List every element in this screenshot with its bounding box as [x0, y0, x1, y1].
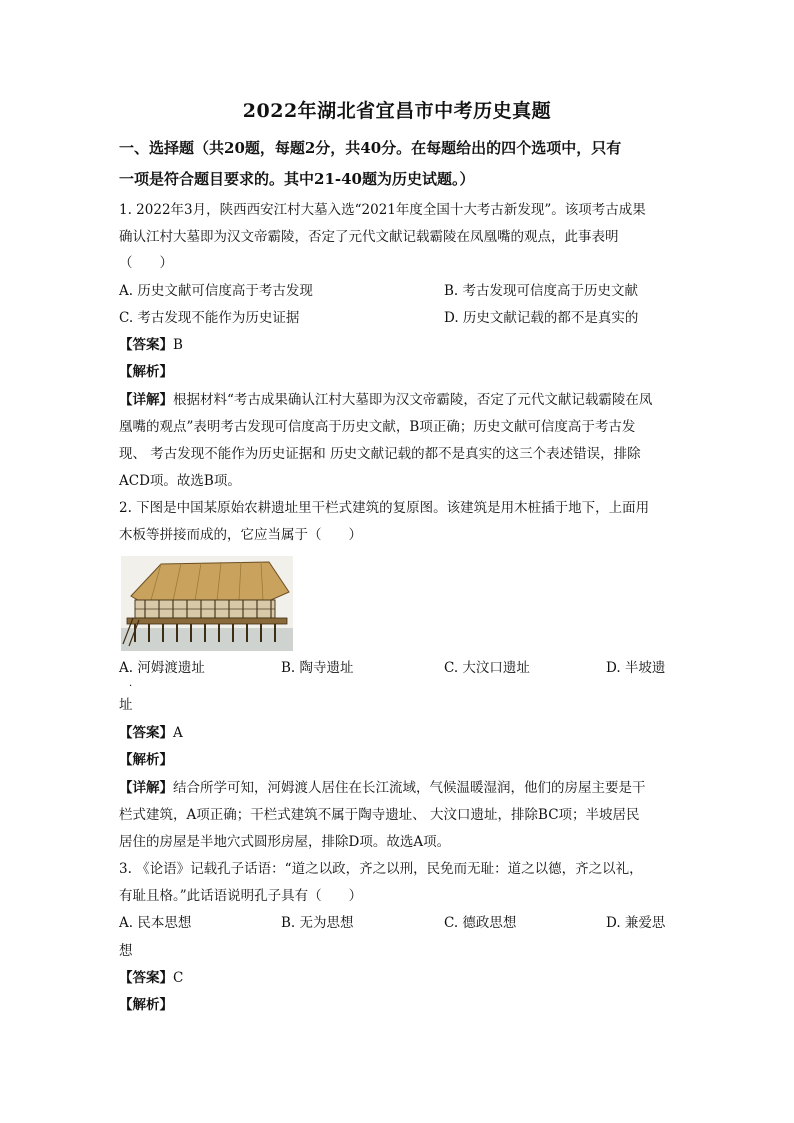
q1-option-b: B. 考古发现可信度高于历史文献 [444, 283, 639, 299]
q2-option-a: A. 河姆渡遗址 [119, 660, 205, 676]
q2-option-d-continued: 址 [119, 697, 133, 713]
answer-value: A [173, 725, 183, 741]
q2-detail-line3: 居住的房屋是半地穴式圆形房屋，排除D项。故选A项。 [119, 834, 451, 850]
detail-tag: 【详解】 [119, 392, 173, 408]
section-heading-line2: 一项是符合题目要求的。其中21-40题为历史试题。） [119, 170, 475, 188]
page-title: 2022年湖北省宜昌市中考历史真题 [242, 100, 552, 122]
q2-analysis-tag: 【解析】 [119, 752, 173, 768]
q1-option-d: D. 历史文献记载的都不是真实的 [444, 310, 639, 326]
q1-detail-line2: 凰嘴的观点”表明考古发现可信度高于历史文献，B项正确；历史文献可信度高于考古发 [119, 419, 636, 435]
q2-stem-line2: 木板等拼接而成的，它应当属于（ ） [119, 527, 362, 543]
section-heading-line1: 一、选择题（共20题，每题2分，共40分。在每题给出的四个选项中，只有 [119, 139, 622, 157]
q1-option-c: C. 考古发现不能作为历史证据 [119, 310, 300, 326]
answer-value: C [173, 970, 184, 986]
detail-text: 结合所学可知，河姆渡人居住在长江流域，气候温暖湿润，他们的房屋主要是干 [173, 780, 646, 796]
q2-detail-line1 [119, 775, 679, 803]
q2-detail-line2: 栏式建筑，A项正确；干栏式建筑不属于陶寺遗址、 大汶口遗址，排除BC项；半坡居民 [119, 807, 640, 823]
q2-option-d: D. 半坡遗 [606, 660, 666, 676]
q3-answer [119, 965, 183, 992]
q2-answer [119, 720, 183, 747]
q1-answer [119, 332, 183, 359]
answer-tag: 【答案】 [119, 337, 173, 353]
q2-stem-line1: 2. 下图是中国某原始农耕遗址里干栏式建筑的复原图。该建筑是用木桩插于地下，上面用 [119, 500, 650, 516]
q3-option-c: C. 德政思想 [444, 915, 517, 931]
q3-stem-line2: 有耻且格。”此话语说明孔子具有（ ） [119, 888, 363, 904]
emphasis-dot: · [129, 681, 133, 692]
q3-stem-line1: 3. 《论语》记载孔子话语：“道之以政，齐之以刑，民免而无耻：道之以德，齐之以礼， [119, 861, 643, 877]
q3-option-d-continued: 想 [119, 943, 133, 959]
answer-tag: 【答案】 [119, 970, 173, 986]
q1-analysis-tag: 【解析】 [119, 364, 173, 380]
q2-option-b: B. 陶寺遗址 [281, 660, 354, 676]
q1-detail-line1 [119, 387, 679, 415]
detail-text: 根据材料“考古成果确认江村大墓即为汉文帝霸陵，否定了元代文献记载霸陵在凤 [173, 392, 653, 408]
q3-option-d: D. 兼爱思 [606, 915, 666, 931]
q1-stem-line3: （ ） [119, 255, 173, 271]
q3-analysis-tag: 【解析】 [119, 997, 173, 1013]
q1-stem-line1: 1. 2022年3月，陕西西安江村大墓入选“2021年度全国十大考古新发现”。该项考古成果 [119, 202, 646, 218]
q1-stem-line2: 确认江村大墓即为汉文帝霸陵，否定了元代文献记载霸陵在凤凰嘴的观点，此事表明 [119, 229, 619, 245]
answer-value: B [173, 337, 183, 353]
q1-detail-line4: ACD项。故选B项。 [119, 473, 241, 489]
q2-option-c: C. 大汶口遗址 [444, 660, 530, 676]
stilt-house-illustration [121, 556, 293, 651]
q1-option-a: A. 历史文献可信度高于考古发现 [119, 283, 313, 299]
answer-tag: 【答案】 [119, 725, 173, 741]
q1-detail-line3: 现、 考古发现不能作为历史证据和 历史文献记载的都不是真实的这三个表述错误，排除 [119, 446, 641, 462]
q3-option-a: A. 民本思想 [119, 915, 192, 931]
detail-tag: 【详解】 [119, 780, 173, 796]
q3-option-b: B. 无为思想 [281, 915, 354, 931]
